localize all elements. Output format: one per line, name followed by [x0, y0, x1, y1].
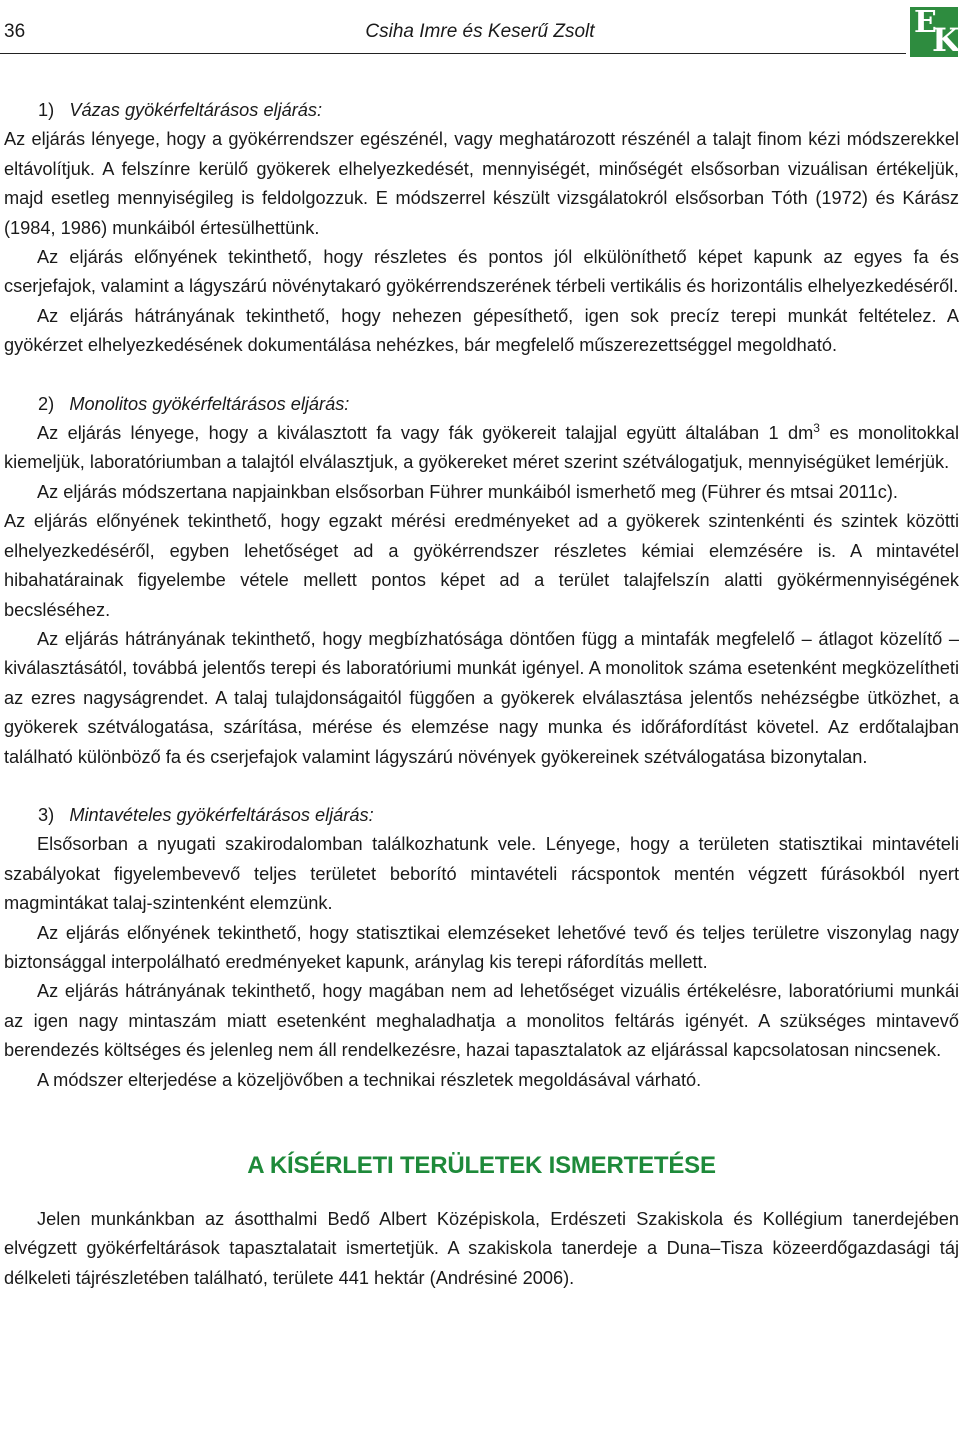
journal-logo — [910, 7, 958, 57]
section-2-paragraph: Az eljárás módszertana napjainkban elsősorban Führer munkáiból ismerhető meg (Führer és mtsai 2011c). — [37, 481, 898, 502]
section-1-title-text: Vázas gyökérfeltárásos eljárás: — [69, 100, 323, 120]
section-2-paragraph: Az eljárás hátrányának tekinthető, hogy megbízhatósága döntően függ a mintafák megfelelő – átlagot közelítő – kiválasztásától, továbbá jelentős terepi és laboratóriumi munkát igényel. A monolitok száma esetenként megközelítheti az ezres nagyságrendet. A talaj tulajdonságaitól függően a gyökerek elválasztása jelentős nehézségbe ütközhet, a gyökerek szétválogatása, szárítása, mérése és elemzése nagy munka és időráfordítást követel. Az erdőtalajban található különböző fa és cserjefajok valamint lágyszárú növények gyökereinek szétválogatása bizonytalan. — [4, 628, 959, 767]
final-paragraph: Jelen munkánkban az ásotthalmi Bedő Albert Középiskola, Erdészeti Szakiskola és Kollégium tanerdejében elvégzett gyökérfeltárások tapasztalatait ismertetjük. A szakiskola tanerdeje a Duna–Tisza közeerdőgazdasági táj délkeleti tájrészletében található, területe 441 hektár (Andrésiné 2006). — [4, 1209, 959, 1288]
logo-letter-k: K — [932, 21, 960, 59]
section-3-paragraph: Az eljárás előnyének tekinthető, hogy statisztikai elemzéseket lehetővé tevő és teljes területre viszonylag nagy biztonsággal interpolálható eredményeket kapunk, aránylag kis terepi ráfordítás mellett. — [4, 922, 959, 972]
page-number: 36 — [4, 21, 26, 42]
section-1-paragraph: Az eljárás hátrányának tekinthető, hogy nehezen gépesíthető, igen sok precíz terepi munkát feltételez. A gyökérzet elhelyezkedésének dokumentálása nehézkes, bár megfelelő műszerezettséggel megoldható. — [4, 305, 959, 356]
section-2-intro-text-end: es monolitokkal kiemeljük, laboratóriumban a talajtól elválasztjuk, a gyökereket méret szerint szétválogatjuk, mennyiségüket lemérjük. — [4, 423, 959, 473]
section-2-number: 2) — [38, 393, 55, 414]
section-3-paragraph: Elsősorban a nyugati szakirodalomban találkozhatunk vele. Lényege, hogy a területen statisztikai mintavételi szabályokat figyelembevevő teljes területet beborító mintavételi rácspontok mentén végzett fúrásokból nyert magmintákat talaj-szintenként elemzünk. — [4, 834, 959, 914]
section-3-title-text: Mintavételes gyökérfeltárásos eljárás: — [69, 804, 374, 825]
section-1-paragraph: Az eljárás lényege, hogy a gyökérrendszer egészénél, vagy meghatározott részénél a talajt finom kézi módszerekkel eltávolítjuk. A felszínre kerülő gyökerek elhelyezkedését, mennyiségét, minőségét elsősorban vizuálisan értékeljük, majd esetleg mennyiségileg is feldolgozzuk. E módszerrel készült vizsgálatokról elsősorban Tóth (1972) és Kárász (1984, 1986) munkáiból értesülhettünk. — [4, 129, 959, 238]
logo-letter-e: E — [914, 5, 937, 40]
section-2-intro-text: Az eljárás lényege, hogy a kiválasztott fa vagy fák gyökereit talajjal együtt általában 1 dm — [37, 423, 814, 444]
section-3-paragraph: A módszer elterjedése a közeljövőben a technikai részletek megoldásával várható. — [37, 1069, 702, 1090]
section-3-title — [4, 801, 959, 830]
section-2-intro-paragraph — [4, 419, 959, 478]
running-head-authors: Csiha Imre és Keserű Zsolt — [365, 21, 595, 42]
article-body — [4, 96, 959, 1293]
section-1-number: 1) — [38, 100, 55, 120]
section-1-title — [4, 96, 959, 125]
section-heading: A KÍSÉRLETI TERÜLETEK ISMERTETÉSE — [247, 1152, 716, 1179]
section-2-paragraph: Az eljárás előnyének tekinthető, hogy egzakt mérési eredményeket ad a gyökerek szintenkénti és szintek közötti elhelyezkedéséről, egyben lehetőséget ad a gyökérrendszer részletes kémiai elemzésére is. A mintavétel hibahatárainak figyelembe vétele mellett pontos képet ad a terület talajfelszín alatti gyökérmennyiségének becsléséhez. — [4, 511, 959, 620]
section-3-number: 3) — [38, 804, 55, 825]
superscript-three: 3 — [813, 421, 820, 435]
section-1-paragraph: Az eljárás előnyének tekinthető, hogy részletes és pontos jól elkülöníthető képet kapunk az egyes fa és cserjefajok, valamint a lágyszárú növénytakaró gyökérrendszerének térbeli vertikális és horizontális elhelyezkedéséről. — [4, 247, 959, 297]
page-header — [0, 0, 960, 60]
section-2-title — [4, 390, 959, 419]
header-rule — [0, 53, 906, 54]
section-2-title-text: Monolitos gyökérfeltárásos eljárás: — [69, 393, 350, 414]
section-3-paragraph: Az eljárás hátrányának tekinthető, hogy magában nem ad lehetőséget vizuális értékelésre, laboratóriumi munkái az igen nagy mintaszám miatt esetenként meghaladhatja a monolitos feltárás igényét. A szükséges mintavevő berendezés költséges és jelenleg nem áll rendelkezésre, hazai tapasztalatok az eljárással kapcsolatosan nincsenek. — [4, 981, 959, 1061]
